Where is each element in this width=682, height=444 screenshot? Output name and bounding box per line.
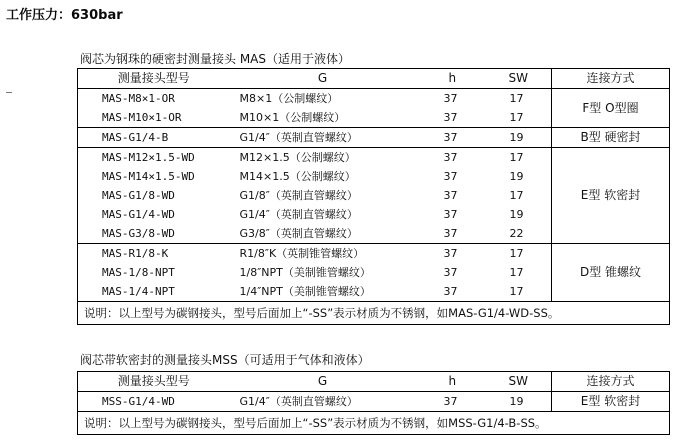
model-cell: MAS-M8×1-OR — [102, 92, 175, 105]
header-conn: 连接方式 — [552, 372, 670, 392]
sw-value: 19 — [509, 208, 524, 221]
h-value: 37 — [443, 111, 458, 124]
model-cell: MAS-M12×1.5-WD — [102, 151, 195, 164]
h-value: 37 — [443, 266, 458, 279]
table-row — [78, 244, 670, 264]
h-sw-cell — [416, 128, 552, 148]
section2-title: 阀芯带软密封的测量接头MSS（可适用于气体和液体） — [80, 353, 370, 367]
sw-value: 17 — [509, 111, 524, 124]
sw-value: 19 — [509, 170, 524, 183]
model-cell: MAS-G3/8-WD — [78, 224, 230, 244]
h-value: 37 — [443, 131, 458, 144]
thread-cell: G1/4″（英制直管螺纹） — [239, 208, 358, 221]
h-sw-cell — [416, 205, 552, 224]
model-cell: MAS-G1/4-B — [78, 128, 230, 148]
h-sw-cell — [416, 224, 552, 244]
thread-cell: G1/4″（英制直管螺纹） — [239, 395, 358, 408]
h-value: 37 — [443, 395, 458, 408]
mss-table-body — [78, 392, 670, 412]
h-value: 37 — [443, 189, 458, 202]
sw-value: 17 — [509, 151, 524, 164]
header-g: G — [230, 372, 416, 392]
thread-cell: M10×1（公制螺纹） — [230, 108, 416, 128]
table-row — [78, 128, 670, 148]
sw-value: 17 — [509, 266, 524, 279]
connection-type-cell: D型 锥螺纹 — [552, 244, 670, 302]
header-sw: SW — [508, 374, 528, 388]
sw-value: 17 — [509, 247, 524, 260]
model-cell: MAS-1/8-NPT — [102, 266, 175, 279]
note-row — [78, 302, 670, 325]
h-value: 37 — [443, 151, 458, 164]
h-sw-cell — [416, 186, 552, 205]
mas-table-body — [78, 89, 670, 302]
sw-value: 17 — [509, 285, 524, 298]
h-sw-cell — [416, 392, 552, 412]
table-row — [78, 89, 670, 109]
h-sw-cell — [416, 244, 552, 264]
table-row — [78, 148, 670, 168]
h-sw-cell — [416, 263, 552, 282]
model-cell: MAS-G1/8-WD — [102, 189, 175, 202]
margin-tick — [6, 92, 12, 93]
table-header-row — [78, 372, 670, 392]
header-model: 测量接头型号 — [78, 69, 230, 89]
note-row — [78, 412, 670, 435]
model-cell: MAS-1/4-NPT — [102, 285, 175, 298]
header-g: G — [230, 69, 416, 89]
thread-cell: 1/4″NPT（美制锥管螺纹） — [239, 285, 371, 298]
sw-value: 17 — [509, 92, 524, 105]
thread-cell: G3/8″（英制直管螺纹） — [230, 224, 416, 244]
h-sw-cell — [416, 108, 552, 128]
thread-cell: G1/4″（英制直管螺纹） — [230, 128, 416, 148]
thread-cell: M12×1.5（公制螺纹） — [239, 151, 356, 164]
table-header-row — [78, 69, 670, 89]
header-sw: SW — [508, 71, 528, 85]
sw-value: 19 — [509, 395, 524, 408]
h-value: 37 — [443, 208, 458, 221]
connection-type-cell: E型 软密封 — [552, 392, 670, 412]
section1-note: 说明：以上型号为碳钢接头，型号后面加上“-SS”表示材质为不锈钢，如MAS-G1/4-WD-SS。 — [78, 302, 670, 325]
sw-value: 19 — [509, 131, 524, 144]
model-cell: MSS-G1/4-WD — [102, 395, 175, 408]
thread-cell: G1/8″（英制直管螺纹） — [239, 189, 358, 202]
connection-type-cell: B型 硬密封 — [552, 128, 670, 148]
model-cell: MAS-M10×1-OR — [78, 108, 230, 128]
h-sw-cell — [416, 89, 552, 109]
mas-spec-table — [77, 68, 670, 325]
connection-type-cell: E型 软密封 — [552, 148, 670, 244]
header-h-sw — [416, 372, 552, 392]
header-conn: 连接方式 — [552, 69, 670, 89]
h-value: 37 — [443, 92, 458, 105]
section2-note: 说明：以上型号为碳钢接头，型号后面加上“-SS”表示材质为不锈钢，如MSS-G1/4-B-SS。 — [78, 412, 670, 435]
header-h: h — [448, 374, 457, 388]
model-cell: MAS-R1/8-K — [102, 247, 169, 260]
h-value: 37 — [443, 285, 458, 298]
section1-title: 阀芯为钢珠的硬密封测量接头 MAS（适用于液体） — [80, 52, 350, 66]
h-sw-cell — [416, 282, 552, 302]
sw-value: 22 — [509, 227, 524, 240]
h-sw-cell — [416, 148, 552, 168]
table-row — [78, 392, 670, 412]
working-pressure-label: 工作压力：630bar — [6, 8, 123, 23]
h-value: 37 — [443, 247, 458, 260]
thread-cell: R1/8″K（英制锥管螺纹） — [239, 247, 365, 260]
h-sw-cell — [416, 167, 552, 186]
header-h-sw — [416, 69, 552, 89]
h-value: 37 — [443, 170, 458, 183]
thread-cell: 1/8″NPT（美制锥管螺纹） — [239, 266, 371, 279]
sw-value: 17 — [509, 189, 524, 202]
model-cell: MAS-G1/4-WD — [102, 208, 175, 221]
h-value: 37 — [443, 227, 458, 240]
thread-cell: M14×1.5（公制螺纹） — [239, 170, 356, 183]
header-model: 测量接头型号 — [78, 372, 230, 392]
thread-cell: M8×1（公制螺纹） — [239, 92, 339, 105]
model-cell: MAS-M14×1.5-WD — [102, 170, 195, 183]
mss-spec-table — [77, 371, 670, 435]
header-h: h — [448, 71, 457, 85]
connection-type-cell: F型 O型圈 — [552, 89, 670, 128]
